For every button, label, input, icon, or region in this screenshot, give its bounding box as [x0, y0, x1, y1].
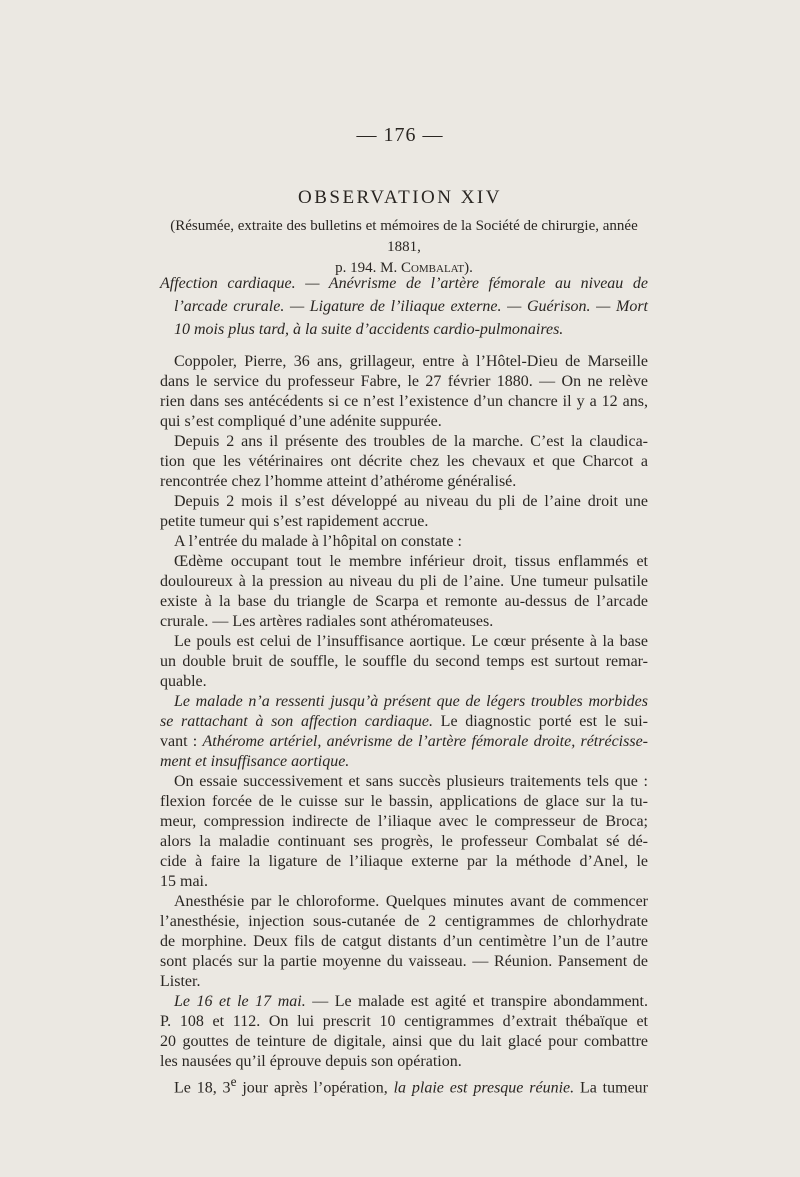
body-text-t: flexion forcée de le cuisse sur le bassin, applications de glace sur la tu-	[160, 793, 648, 810]
body-text-t: On essaie successivement et sans succès plusieurs traitements tels que :	[174, 773, 648, 790]
body-line	[160, 1032, 648, 1052]
case-body-text	[160, 352, 648, 1098]
body-line	[160, 352, 648, 372]
body-line	[160, 772, 648, 792]
body-line	[160, 992, 648, 1012]
body-text-t: l’anesthésie, injection sous-cutanée de 2 centigrammes de chlorhydrate	[160, 913, 648, 930]
body-line	[160, 1072, 648, 1098]
body-text-t: ment et insuffisance aortique.	[160, 753, 350, 770]
body-text-t: petite tumeur qui s’est rapidement accrue.	[160, 513, 429, 530]
body-text-pre2: jour après l’opération,	[236, 1079, 394, 1097]
body-line	[160, 432, 648, 452]
case-summary	[160, 272, 648, 341]
body-text-t: 20 gouttes de teinture de digitale, ainsi que du lait glacé pour combattre	[160, 1033, 648, 1050]
body-line	[160, 532, 648, 552]
body-text-pre: Le 18, 3	[174, 1079, 231, 1097]
body-line	[160, 932, 648, 952]
body-line	[160, 1052, 648, 1072]
source-line-1: (Résumée, extraite des bulletins et mémoires de la Société de chirurgie, année 1881,	[170, 218, 638, 255]
body-text-post: — Le malade est agité et transpire abondamment.	[305, 993, 649, 1010]
body-text-t: Athérome artériel, anévrisme de l’artère fémorale droite, rétrécisse-	[202, 733, 648, 750]
body-text-t: cide à faire la ligature de l’iliaque externe par la méthode d’Anel, le	[160, 853, 648, 870]
summary-line: Affection cardiaque. — Anévrisme de l’artère fémorale au niveau de	[160, 275, 648, 292]
body-line	[160, 972, 648, 992]
body-line	[160, 852, 648, 872]
body-text-t: Depuis 2 mois il s’est développé au niveau du pli de l’aine droit une	[174, 493, 648, 510]
body-line	[160, 792, 648, 812]
body-line	[160, 832, 648, 852]
source-author: Combalat	[400, 260, 465, 276]
body-line	[160, 672, 648, 692]
body-line	[160, 572, 648, 592]
body-text-t: douloureux à la pression au niveau du pli de l’aine. Une tumeur pulsatile	[160, 573, 648, 590]
body-text-t: 15 mai.	[160, 873, 208, 890]
body-line	[160, 592, 648, 612]
body-text-t: les nausées qu’il éprouve depuis son opération.	[160, 1053, 462, 1070]
summary-line: l’arcade crurale. — Ligature de l’iliaque externe. — Guérison. — Mort	[174, 298, 648, 315]
body-text-t: rencontrée chez l’homme atteint d’athérome généralisé.	[160, 473, 517, 490]
body-line	[160, 372, 648, 392]
body-text-t: Le malade n’a ressenti jusqu’à présent que de légers troubles morbides	[174, 693, 648, 710]
body-line	[160, 412, 648, 432]
source-citation	[157, 216, 651, 279]
body-text-t: Lister.	[160, 973, 201, 990]
body-line	[160, 632, 648, 652]
body-text-t: Depuis 2 ans il présente des troubles de la marche. C’est la claudica-	[174, 433, 648, 450]
body-text-pre: vant :	[160, 733, 203, 750]
page-number: — 176 —	[356, 124, 444, 146]
body-line	[160, 452, 648, 472]
body-line	[160, 912, 648, 932]
body-line	[160, 392, 648, 412]
body-line	[160, 892, 648, 912]
body-text-t: qui s’est compliqué d’une adénite suppurée.	[160, 413, 442, 430]
observation-title: OBSERVATION XIV	[297, 187, 502, 208]
body-line	[160, 472, 648, 492]
body-text-t: Anesthésie par le chloroforme. Quelques minutes avant de commencer	[174, 893, 648, 910]
body-line	[160, 952, 648, 972]
body-text-t: existe à la base du triangle de Scarpa et remonte au-dessus de l’arcade	[160, 593, 648, 610]
body-text-post: Le diagnostic porté est le sui-	[432, 713, 649, 730]
body-line	[160, 732, 648, 752]
body-line	[160, 652, 648, 672]
body-text-t: sont placés sur la partie moyenne du vaisseau. — Réunion. Pansement de	[160, 953, 648, 970]
body-text-t: se rattachant à son affection cardiaque.	[160, 713, 433, 730]
body-line	[160, 512, 648, 532]
body-line	[160, 812, 648, 832]
body-text-t: Le pouls est celui de l’insuffisance aortique. Le cœur présente à la base	[174, 633, 648, 650]
body-text-t: A l’entrée du malade à l’hôpital on constate :	[174, 533, 462, 550]
body-line	[160, 1012, 648, 1032]
body-text-t: rien dans ses antécédents si ce n’est l’existence d’un chancre il y a 12 ans,	[160, 393, 648, 410]
body-line	[160, 752, 648, 772]
body-text-t: la plaie est presque réunie.	[393, 1079, 575, 1097]
body-text-t: meur, compression indirecte de l’iliaque avec le compresseur de Broca;	[160, 813, 648, 830]
body-text-post: La tumeur	[574, 1079, 649, 1097]
body-text-t: quable.	[160, 673, 207, 690]
body-line	[160, 692, 648, 712]
body-text-t: un double bruit de souffle, le souffle du second temps est surtout remar-	[160, 653, 648, 670]
body-line	[160, 712, 648, 732]
body-line	[160, 552, 648, 572]
body-text-t: Le 16 et le 17 mai.	[174, 993, 306, 1010]
body-text-t: alors la maladie continuant ses progrès, le professeur Combalat sé dé-	[160, 833, 648, 850]
body-text-t: P. 108 et 112. On lui prescrit 10 centigrammes d’extrait thébaïque et	[160, 1013, 648, 1030]
source-line-2-post: ).	[464, 260, 473, 276]
body-line	[160, 492, 648, 512]
body-text-t: tion que les vétérinaires ont décrite chez les chevaux et que Charcot a	[160, 453, 648, 470]
body-text-t: dans le service du professeur Fabre, le 27 février 1880. — On ne relève	[160, 373, 648, 390]
body-text-t: Œdème occupant tout le membre inférieur droit, tissus enflammés et	[174, 553, 648, 570]
body-line	[160, 612, 648, 632]
summary-line: 10 mois plus tard, à la suite d’accidents cardio-pulmonaires.	[174, 321, 564, 338]
body-line	[160, 872, 648, 892]
source-line-2-pre: p. 194. M.	[335, 260, 401, 276]
body-text-t: crurale. — Les artères radiales sont athéromateuses.	[160, 613, 494, 630]
body-text-t: Coppoler, Pierre, 36 ans, grillageur, entre à l’Hôtel-Dieu de Marseille	[174, 353, 648, 370]
body-text-sup: e	[230, 1074, 237, 1089]
body-text-t: de morphine. Deux fils de catgut distants d’un centimètre l’un de l’autre	[160, 933, 648, 950]
